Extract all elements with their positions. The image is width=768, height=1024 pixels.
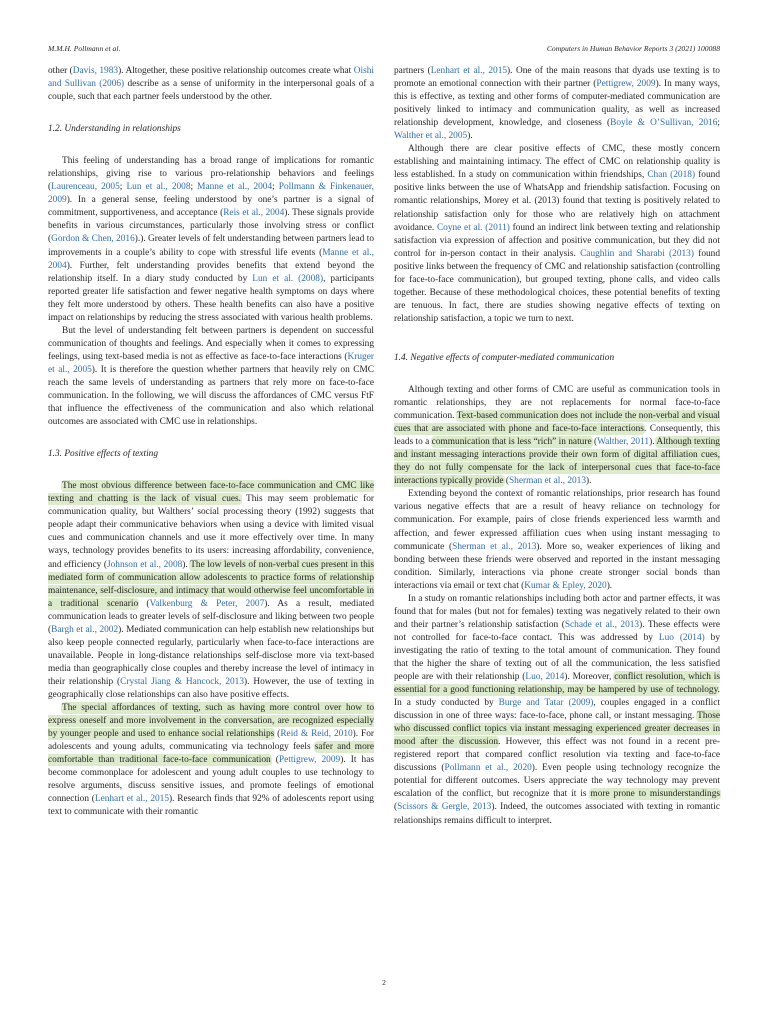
body-text: (: [270, 755, 279, 766]
citation-link[interactable]: Pollmann & Finkenauer, 2009: [48, 182, 374, 206]
citation-link[interactable]: Boyle & O’Sullivan, 2016: [610, 118, 718, 129]
running-head-journal: Computers in Human Behavior Reports 3 (2021) 100088: [546, 44, 720, 53]
citation-link[interactable]: Luo (2014): [658, 632, 705, 643]
highlighted-text: Those who discussed conflict topics via instant messaging experienced greater decreases in mood after the discussion: [394, 711, 720, 748]
body-text: ).: [586, 476, 592, 487]
body-text: ;: [190, 182, 198, 193]
body-text: found an indirect link between texting and relationship satisfaction via expression of affection and positive communication, but they did not control for in-person contact in their analysis.: [394, 222, 720, 259]
body-text: Extending beyond the context of romantic relationships, prior research has found various negative effects that are a result of heavy reliance on technology for communication. For example, pairs of close friends experienced less warmth and affection, and fewer expressed affiliation cues when using instant messaging to communicate (: [394, 489, 720, 552]
highlighted-text: Text-based communication does not include the non-verbal and visual cues that are associated with phone and face-to-face interactions: [394, 411, 720, 435]
section-heading-1-3: 1.3. Positive effects of texting: [48, 449, 159, 460]
body-text: ). In many ways, this is effective, as texting and other forms of computer-mediated communication are positively linked to intimacy and communication quality, as well as increased relationship development, knowledge, and closeness (: [394, 79, 720, 129]
highlighted-text: The special affordances of texting, such as having more control over how to express oneself and more involvement in the conversation, are recognized especially by younger people and used to enhance social relationships: [48, 703, 374, 740]
body-text: ). Moreover,: [564, 672, 615, 683]
paragraph: [394, 593, 720, 828]
body-text: ). Altogether, these positive relationship outcomes create what: [118, 66, 354, 76]
paragraph: [394, 143, 720, 326]
paragraph: [48, 325, 374, 429]
body-text: , couples engaged in a conflict discussion in one of three ways: face-to-face, phone call, or instant messaging.: [394, 698, 720, 722]
citation-link[interactable]: Davis, 1983: [72, 66, 119, 76]
citation-link[interactable]: Pettigrew, 2009: [596, 79, 656, 90]
body-text: (: [274, 729, 281, 740]
citation-link[interactable]: Manne et al., 2004: [197, 182, 273, 193]
running-head-authors: M.M.H. Pollmann et al.: [48, 44, 121, 53]
citation-link[interactable]: Sherman et al., 2013: [508, 476, 587, 487]
body-text: ). One of the main reasons that dyads use texting is to promote an emotional connection with their partner (: [394, 66, 720, 90]
right-column: [394, 65, 720, 828]
body-text: found positive links between the frequency of CMC and relationship satisfaction (controlling for face-to-face communication), but grouped texting, phone calls, and video calls together. Because of these methodological choices, these potential benefits of texting are tenuous. In fact, there are studies showing negative effects of texting on relationship satisfaction, a topic we turn to next.: [394, 248, 721, 324]
body-text: ).: [649, 437, 657, 448]
body-text: describe as a sense of uniformity in the interpersonal goals of a couple, such that each partner feels understood by the other.: [48, 79, 374, 103]
highlighted-text: Although texting and instant messaging interactions provide their own form of digital affiliation cues, they do not fully compensate for the lack of interpersonal cues that face-to-face interactions typically provide: [394, 437, 720, 487]
body-text: ). Mediated communication can help establish new relationships but also keep people connected regularly, particularly when face-to-face interactions are unavailable. People in long-distance relationships self-disclose more via text-based media than geographically close couples and thereby increase the level of intimacy in their relationship (: [48, 624, 374, 687]
body-text: ). However, the use of texting in geographically close relationships can also have positive effects.: [48, 676, 374, 700]
highlighted-text: conflict resolution, which is essential for a good functioning relationship, may be hampered by use of technology: [394, 672, 720, 696]
body-text: (: [591, 437, 598, 448]
body-text: ). More so, weaker experiences of liking and bonding between these friends were observed and reported in the instant messaging condition. Similarly, interactions via phone create stronger social bonds than interactions via email or text chat (: [394, 541, 720, 591]
body-text: , participants reported greater life satisfaction and fewer negative health symptoms on days where they felt more understood by others. These health benefits can also have a positive impact on relationships by reducing the stress associated with various health problems.: [48, 273, 374, 323]
citation-link[interactable]: Lenhart et al., 2015: [94, 794, 170, 805]
left-column: [48, 65, 374, 828]
body-text: (: [503, 476, 509, 487]
citation-link[interactable]: Manne et al., 2004: [48, 247, 374, 271]
paragraph: [48, 702, 374, 819]
body-text: ).: [606, 580, 613, 591]
paragraph: [48, 65, 374, 104]
paragraph: [48, 155, 374, 325]
body-text: by investigating the ratio of texting to the total amount of communication. They found that the higher the share of texting out of all the communication, the less satisfied people are with their relationship (: [394, 632, 720, 683]
body-text: Although texting and other forms of CMC are useful as communication tools in romantic relationships, they are not replacements for normal face-to-face communication.: [394, 384, 720, 422]
citation-link[interactable]: Luo, 2014: [525, 672, 565, 683]
body-text: (: [394, 802, 398, 813]
highlighted-text: The most obvious difference between face-to-face communication and CMC like texting and chatting is the lack of visual cues.: [48, 481, 374, 505]
body-text: ). Indeed, the outcomes associated with texting in romantic relationships remains difficult to interpret.: [394, 802, 720, 826]
body-text: . However, this effect was not found in a recent pre-registered report that compared conflict resolution via texting and face-to-face discussions (: [394, 737, 720, 774]
highlighted-text: The low levels of non-verbal cues present in this mediated form of communication allow adolescents to practice forms of relationship maintenance, self-disclosure, and intimacy that would otherwise feel uncomfortable in a traditional scenario: [48, 559, 374, 609]
citation-link[interactable]: Reid & Reid, 2010: [280, 729, 353, 740]
body-text: (: [138, 598, 150, 609]
body-text: ).). Greater levels of felt understanding between partners lead to improvements in a couple’s ability to cope with stressful life events (: [48, 234, 374, 258]
body-text: ). In a general sense, feeling understood by one’s partner is a signal of commitment, supportiveness, and acceptance (: [48, 195, 374, 219]
section-heading-1-4: 1.4. Negative effects of computer-mediated communication: [394, 352, 615, 363]
body-text: . Consequently, this leads to a: [394, 424, 721, 448]
body-text: ).: [467, 131, 473, 142]
citation-link[interactable]: Kruger et al., 2005: [48, 351, 374, 375]
body-text: This feeling of understanding has a broad range of implications for romantic relationships, giving rise to various pro-relationship behaviors and feelings (: [48, 156, 374, 193]
page-number: 2: [382, 978, 386, 987]
section-heading-1-2: 1.2. Understanding in relationships: [48, 124, 181, 135]
body-text: ;: [119, 182, 127, 193]
body-text: ). Research finds that 92% of adolescents report using text to communicate with their romantic: [48, 794, 374, 818]
body-text: found positive links between the use of WhatsApp and friendship satisfaction. Focusing on romantic relationships, Morey et al. (2013) found that texting is positively related to relationship satisfaction only for those who are relatively high on attachment avoidance.: [394, 170, 720, 233]
body-text: ).: [182, 559, 191, 570]
paragraph: [394, 488, 720, 592]
running-head: [48, 44, 720, 53]
body-text: ). As a result, mediated communication leads to greater levels of self-disclosure and liking between two people (: [48, 598, 374, 635]
citation-link[interactable]: Valkenburg & Peter, 2007: [149, 598, 265, 609]
citation-link[interactable]: Caughlin and Sharabi (2013): [580, 248, 694, 259]
body-text: . In a study conducted by: [394, 685, 720, 709]
paragraph: [394, 384, 720, 488]
body-text: ). These effects were not controlled for face-to-face contact. This was addressed by: [394, 619, 720, 643]
citation-link[interactable]: Lenhart et al., 2015: [430, 66, 508, 76]
citation-link[interactable]: Pettigrew, 2009: [278, 755, 341, 766]
body-text: ). It is therefore the question whether partners that heavily rely on CMC reach the same levels of understanding as partners that rely more on face-to-face communication. In the following, we will discuss the affordances of CMC versus FtF that influence the effectiveness of the communication and also which relational outcomes are associated with CMC use in relationships.: [48, 364, 374, 428]
citation-link[interactable]: Walther et al., 2005: [394, 131, 468, 142]
body-text: ). It has become commonplace for adolescent and young adult couples to use technology to resolve arguments, discuss sensitive issues, and promote feelings of emotional connection (: [48, 755, 374, 805]
two-column-body: [48, 65, 720, 828]
body-text: other (: [48, 66, 73, 76]
citation-link[interactable]: Lun et al., 2008: [126, 182, 191, 193]
citation-link[interactable]: Bargh et al., 2002: [51, 624, 119, 635]
citation-link[interactable]: Coyne et al. (2011): [436, 222, 510, 233]
citation-link[interactable]: Oishi and Sullivan (2006): [48, 66, 374, 90]
body-text: ;: [272, 182, 279, 193]
citation-link[interactable]: Reis et al., 2004: [223, 208, 285, 219]
citation-link[interactable]: Kumar & Epley, 2020: [524, 580, 607, 591]
body-text: ). For adolescents and young adults, communicating via technology feels: [48, 729, 375, 753]
citation-link[interactable]: Laurenceau, 2005: [51, 182, 120, 193]
body-text: ). Further, felt understanding provides benefits that extend beyond the relationship itself. In a diary study conducted by: [48, 260, 374, 284]
citation-link[interactable]: Pollmann et al., 2020: [444, 763, 532, 774]
citation-link[interactable]: Burge and Tatar (2009): [498, 698, 594, 709]
citation-link[interactable]: Chan (2018): [647, 170, 696, 181]
citation-link[interactable]: Lun et al. (2008): [252, 273, 324, 284]
citation-link[interactable]: Sherman et al., 2013: [452, 541, 537, 552]
body-text: ). These signals provide benefits in various circumstances, particularly those involving stress or conflict (: [48, 208, 374, 245]
body-text: Although there are clear positive effects of CMC, these mostly concern establishing and maintaining intimacy. The effect of CMC on relationship quality is less established. In a study on communication within friendships,: [394, 144, 720, 181]
body-text: In a study on romantic relationships including both actor and partner effects, it was found that for males (but not for females) texting was negatively related to their own and their partner’s relationship satisfaction (: [394, 593, 720, 630]
paragraph: [394, 65, 720, 143]
highlighted-text: safer and more comfortable than traditional face-to-face communication: [48, 742, 374, 766]
paragraph: [48, 480, 374, 702]
citation-link[interactable]: Johnson et al., 2008: [107, 559, 183, 570]
citation-link[interactable]: Crystal Jiang & Hancock, 2013: [120, 676, 245, 687]
citation-link[interactable]: Gordon & Chen, 2016: [51, 234, 135, 245]
body-text: ;: [717, 118, 721, 129]
highlighted-text: more prone to misunderstandings: [590, 789, 721, 800]
highlighted-text: communication that is less “rich” in nature: [431, 437, 592, 448]
citation-link[interactable]: Walther, 2011: [597, 437, 650, 448]
citation-link[interactable]: Schade et al., 2013: [564, 619, 640, 630]
body-text: But the level of understanding felt between partners is dependent on successful communication of thoughts and feelings. And especially when it comes to expressing feelings, using text-based media is not as effective as face-to-face interactions (: [48, 325, 374, 362]
body-text: partners (: [394, 66, 431, 76]
body-text: This may seem problematic for communication quality, but Walthers’ social processing theory (1992) suggests that people adapt their communicative behaviors when using a device with limited visual cues and communication channels and use it more effectively over time. In many ways, technology provides benefits to its users: increasing affordability, convenience, and efficiency (: [48, 494, 374, 570]
citation-link[interactable]: Scissors & Gergle, 2013: [397, 802, 492, 813]
body-text: ). Even people using technology recognize the potential for different outcomes. Users appreciate the way technology may prevent escalation of the conflict, but recognize that it is: [394, 763, 720, 800]
